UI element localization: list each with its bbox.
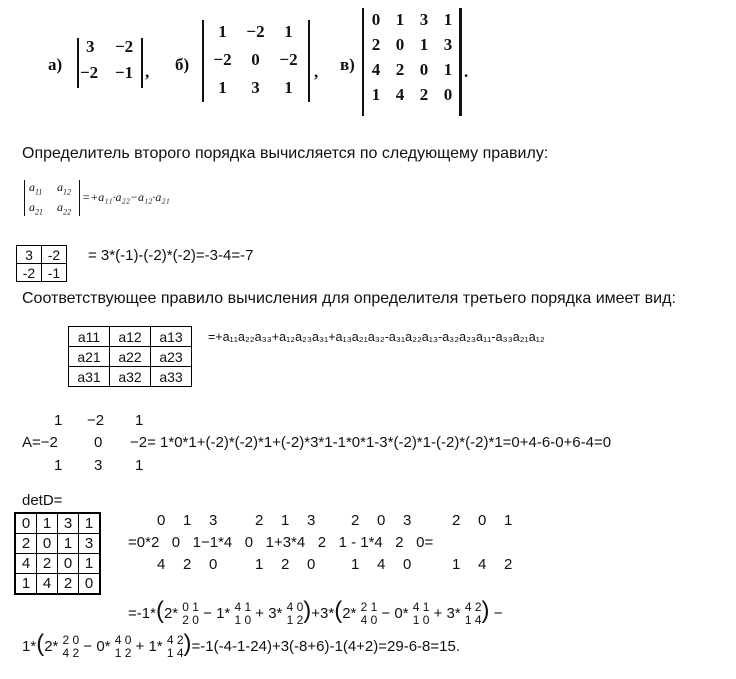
expand-prefix: =-1* bbox=[128, 605, 156, 622]
detD-grid bbox=[14, 512, 101, 595]
matrix-b-cell: 1 bbox=[218, 22, 227, 41]
grid-cell: 3 bbox=[17, 246, 42, 264]
matrix-a-cell: −1 bbox=[115, 63, 134, 82]
frac: 4 1 1 0 bbox=[412, 600, 430, 628]
matrix-c-cell: 2 bbox=[395, 60, 405, 79]
grid-cell: 0 bbox=[58, 554, 79, 574]
frac: 2 0 4 2 bbox=[62, 633, 80, 661]
detD-line2: =0*2 0 1−1*4 0 1+3*4 2 1 - 1*4 2 0= bbox=[128, 534, 434, 551]
det-bar-right bbox=[79, 180, 80, 216]
grid-cell: 1 bbox=[79, 513, 101, 534]
symbolic-3x3-grid bbox=[68, 326, 192, 387]
minor-cell: 0 bbox=[157, 512, 166, 529]
matrix-c-cell: 0 bbox=[443, 85, 453, 104]
minor-cell: 0 bbox=[307, 556, 316, 573]
grid-cell: a13 bbox=[151, 327, 192, 347]
matrix-b-cell: −2 bbox=[213, 50, 232, 69]
matrix-c-cell: 1 bbox=[443, 60, 453, 79]
grid-cell: 2 bbox=[37, 554, 58, 574]
exA-mid: 0 bbox=[94, 434, 103, 451]
minor-cell: 1 bbox=[504, 512, 513, 529]
grid-cell: 1 bbox=[37, 513, 58, 534]
matrix-c-cell: 4 bbox=[395, 85, 405, 104]
example2-result: = 3*(-1)-(-2)*(-2)=-3-4=-7 bbox=[88, 247, 254, 264]
minor-cell: 2 bbox=[452, 512, 461, 529]
matrix-c-cell: 1 bbox=[371, 85, 381, 104]
minor-cell: 0 bbox=[377, 512, 386, 529]
expand-result: =-1(-4-1-24)+3(-8+6)-1(4+2)=29-6-8=15. bbox=[191, 638, 460, 655]
matrix-a-cell: −2 bbox=[115, 37, 134, 56]
label-a: а) bbox=[48, 55, 63, 74]
sarrus-formula: =+a₁₁a₂₂a₃₃+a₁₂a₂₃a₃₁+a₁₃a₂₁a₃₂-a₃₁a₂₂a₁₃-a₃₂a₂₃a₁₁-a₃₃a₂₁a₁₂ bbox=[208, 330, 545, 344]
grid-cell: 2 bbox=[15, 534, 37, 554]
grid-cell: 0 bbox=[15, 513, 37, 534]
matrix-a-cell: −2 bbox=[80, 63, 99, 82]
minor-cell: 0 bbox=[478, 512, 487, 529]
minor-cell: 0 bbox=[209, 556, 218, 573]
matrix-b-cell: 1 bbox=[218, 78, 227, 97]
grid-cell: 0 bbox=[37, 534, 58, 554]
detD-label: detD= bbox=[22, 492, 63, 509]
grid-cell: 1 bbox=[58, 534, 79, 554]
frac: 4 0 1 2 bbox=[114, 633, 132, 661]
matrix-b-cell: 3 bbox=[251, 78, 260, 97]
exA-lead: A=−2 bbox=[22, 434, 58, 451]
minor-cell: 2 bbox=[183, 556, 192, 573]
matrix-c-cell: 0 bbox=[395, 35, 405, 54]
grid-cell: 1 bbox=[79, 554, 101, 574]
minor-cell: 2 bbox=[281, 556, 290, 573]
minor-cell: 4 bbox=[157, 556, 166, 573]
matrix-a-cell: 3 bbox=[86, 37, 95, 56]
det-bar-left bbox=[202, 20, 204, 102]
minor-cell: 4 bbox=[377, 556, 386, 573]
matrix-c-cell: 4 bbox=[371, 60, 381, 79]
frac: 2 1 4 0 bbox=[360, 600, 378, 628]
grid-cell: a21 bbox=[69, 347, 110, 367]
minor-cell: 2 bbox=[351, 512, 360, 529]
minor-cell: 1 bbox=[351, 556, 360, 573]
matrix-b-cell: 1 bbox=[284, 78, 293, 97]
frac: 4 2 1 4 bbox=[166, 633, 184, 661]
punct-c: . bbox=[464, 62, 469, 81]
minor-cell: 2 bbox=[504, 556, 513, 573]
det-bar-left bbox=[24, 180, 25, 216]
matrix-c-cell: 1 bbox=[419, 35, 429, 54]
f2-a22: $a_{22}$ bbox=[57, 200, 71, 217]
grid-cell: 4 bbox=[37, 574, 58, 595]
label-b: б) bbox=[175, 55, 190, 74]
grid-cell: a31 bbox=[69, 367, 110, 387]
f2-a11: $a_{11}$ bbox=[29, 180, 43, 197]
grid-cell: a11 bbox=[69, 327, 110, 347]
punct-b: , bbox=[314, 62, 319, 81]
exA-cell: 1 bbox=[54, 412, 63, 429]
minor-cell: 0 bbox=[403, 556, 412, 573]
grid-cell: a23 bbox=[151, 347, 192, 367]
frac: 4 1 1 0 bbox=[234, 600, 252, 628]
grid-cell: 2 bbox=[58, 574, 79, 595]
matrix-c-cell: 0 bbox=[419, 60, 429, 79]
grid-cell: -2 bbox=[42, 246, 67, 264]
f2-a21: $a_{21}$ bbox=[29, 200, 43, 217]
minor-cell: 2 bbox=[255, 512, 264, 529]
matrix-c-cell: 2 bbox=[419, 85, 429, 104]
example2-grid bbox=[16, 245, 67, 282]
minor-cell: 1 bbox=[183, 512, 192, 529]
matrix-c-cell: 3 bbox=[443, 35, 453, 54]
matrix-b-cell: −2 bbox=[279, 50, 298, 69]
minor-cell: 3 bbox=[403, 512, 412, 529]
grid-cell: 3 bbox=[58, 513, 79, 534]
expand-line2: 1*(2* 2 0 4 2 − 0* 4 0 1 2 + 1* 4 2 1 4)=-1(-4-1-24)+3(-8+6)-1(4+2)=29-6-8=15. bbox=[22, 630, 460, 661]
punct-a: , bbox=[145, 62, 150, 81]
exA-cell: 1 bbox=[135, 457, 144, 474]
grid-cell: 3 bbox=[79, 534, 101, 554]
det-bar-left bbox=[77, 38, 79, 88]
exA-cell: −2 bbox=[87, 412, 105, 429]
f2-rhs: =+a₁₁·a₂₂−a₁₂·a₂₁ bbox=[82, 190, 170, 204]
frac: 4 0 1 2 bbox=[286, 600, 304, 628]
matrix-c-cell: 1 bbox=[443, 10, 453, 29]
exA-expansion: −2= 1*0*1+(-2)*(-2)*1+(-2)*3*1-1*0*1-3*(-2)*1-(-2)*(-2)*1=0+4-6-0+6-4=0 bbox=[130, 434, 612, 451]
grid-cell: a33 bbox=[151, 367, 192, 387]
det-bar-right bbox=[141, 38, 143, 88]
frac: 0 1 2 0 bbox=[182, 600, 199, 628]
matrix-c-cell: 1 bbox=[395, 10, 405, 29]
matrix-b-cell: 0 bbox=[251, 50, 260, 69]
grid-cell: 4 bbox=[15, 554, 37, 574]
label-c: в) bbox=[340, 55, 355, 74]
minor-cell: 3 bbox=[307, 512, 316, 529]
minor-cell: 1 bbox=[452, 556, 461, 573]
minor-cell: 4 bbox=[478, 556, 487, 573]
frac: 4 2 1 4 bbox=[464, 600, 482, 628]
minor-cell: 1 bbox=[281, 512, 290, 529]
matrix-b-cell: 1 bbox=[284, 22, 293, 41]
grid-cell: 0 bbox=[79, 574, 101, 595]
minor-cell: 3 bbox=[209, 512, 218, 529]
grid-cell: 1 bbox=[15, 574, 37, 595]
exA-cell: 1 bbox=[135, 412, 144, 429]
f2-a12: $a_{12}$ bbox=[57, 180, 71, 197]
minor-cell: 1 bbox=[255, 556, 264, 573]
grid-cell: a12 bbox=[110, 327, 151, 347]
matrix-c-cell: 2 bbox=[371, 35, 381, 54]
rule3-text: Соответствующее правило вычисления для определителя третьего порядка имеет вид: bbox=[22, 290, 676, 307]
grid-cell: a22 bbox=[110, 347, 151, 367]
rule2-text: Определитель второго порядка вычисляется по следующему правилу: bbox=[22, 145, 549, 162]
grid-cell: -2 bbox=[17, 264, 42, 282]
expand-line1: =-1*(2* 0 1 2 0 − 1* 4 1 1 0 + 3* 4 0 1 2)+3*(2* 2 1 4 0 − 0* 4 1 1 0 + 3* 4 2 1 4) − bbox=[128, 597, 503, 628]
exA-cell: 3 bbox=[94, 457, 103, 474]
grid-cell: -1 bbox=[42, 264, 67, 282]
matrix-c-cell: 0 bbox=[371, 10, 381, 29]
det-bar-right bbox=[308, 20, 310, 102]
exA-cell: 1 bbox=[54, 457, 63, 474]
matrix-b-cell: −2 bbox=[246, 22, 265, 41]
grid-cell: a32 bbox=[110, 367, 151, 387]
matrix-c-cell: 3 bbox=[419, 10, 429, 29]
